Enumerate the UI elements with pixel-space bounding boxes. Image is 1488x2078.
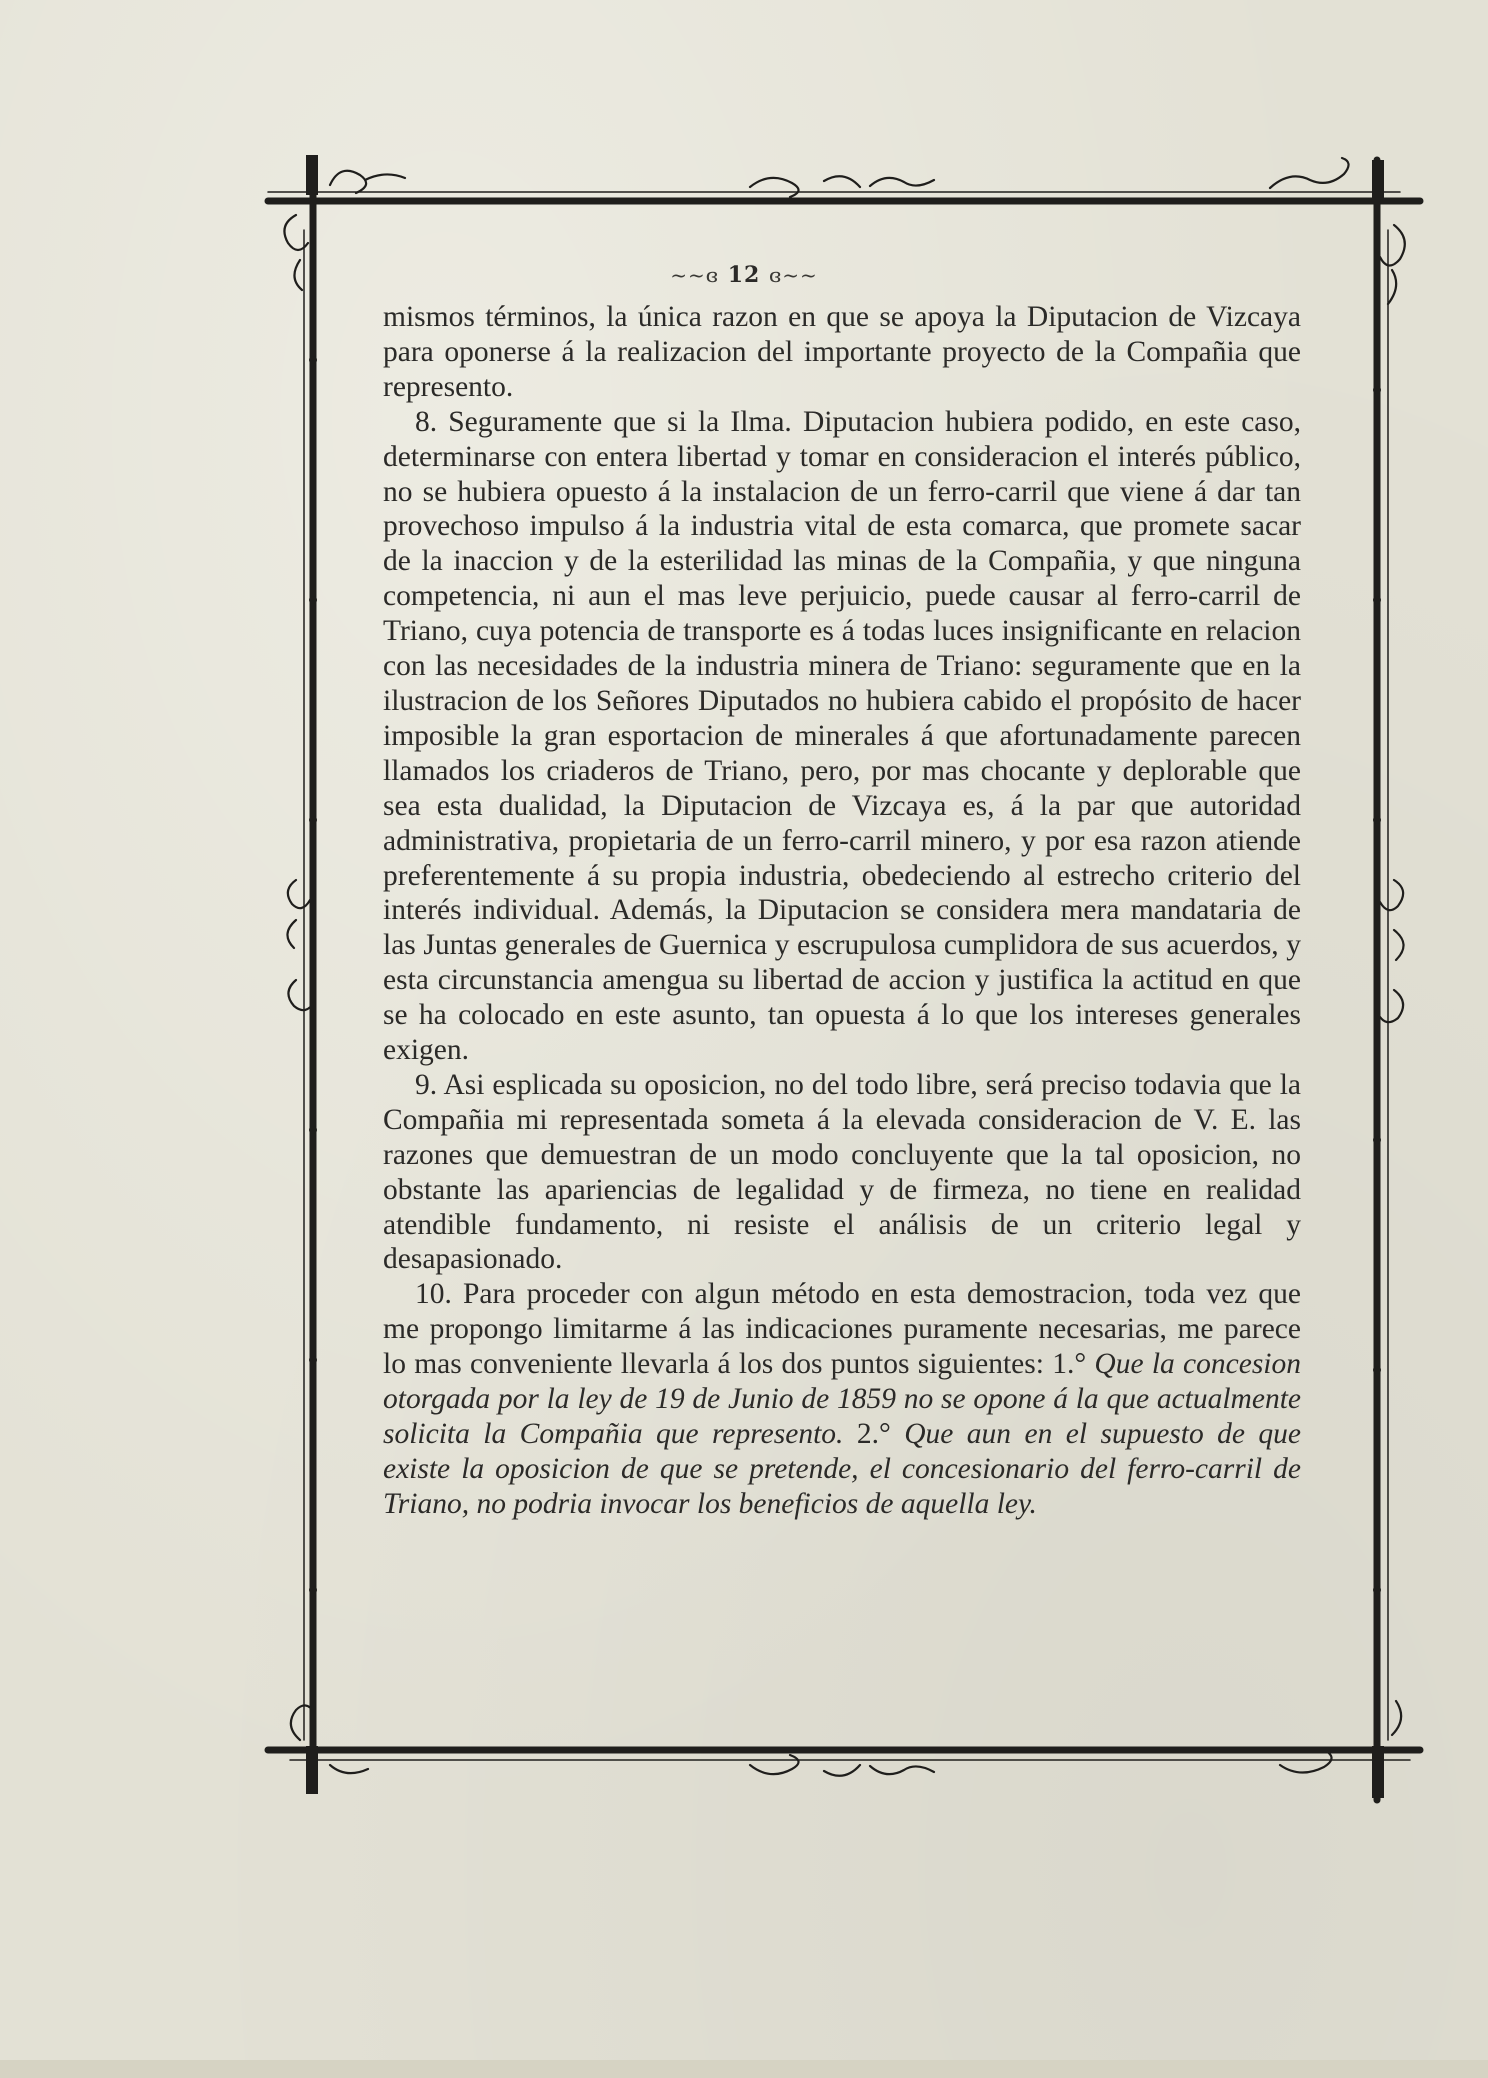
paragraph-continuation: mismos términos, la única razon en que se apoya la Diputacion de Vizcaya para oponerse á la realizacion del importante proyecto de la Compañia que represento. xyxy=(383,301,1301,403)
paragraph-10-point-2: Que aun en el supuesto de que existe la oposicion de que se pretende, el concesionario del ferro-carril de Triano, no podria invocar los beneficios de aquella ley. xyxy=(383,1418,1302,1520)
paragraph-9: 9. Asi esplicada su oposicion, no del todo libre, será preciso todavia que la Compañia mi representada someta á la elevada consideracion de V. E. las razones que demuestran de un modo concluyente que la tal oposicion, no obstante las apariencias de legalidad y de firmeza, no tiene en realidad atendible fundamento, ni resiste el análisis de un criterio legal y desapasionado. xyxy=(383,1068,1301,1276)
page-number: 12 xyxy=(727,262,761,288)
paragraph-10-text: 10. Para proceder con algun método en esta demostracion, toda vez que me propongo limitarme á las indicaciones puramente necesarias, me parece lo mas conveniente llevarla á los dos puntos siguientes: 1.° xyxy=(383,1278,1301,1381)
paragraph-8: 8. Seguramente que si la Ilma. Diputacion hubiera podido, en este caso, determinarse con entera libertad y tomar en consideracion el interés público, no se hubiera opuesto á la instalacion de un ferro-carril que viene á dar tan provechoso impulso á la industria vital de esta comarca, que promete sacar de la inaccion y de la esterilidad las minas de la Compañia, y que ninguna competencia, ni aun el mas leve perjuicio, puede causar al ferro-carril de Triano, cuya potencia de transporte es á todas luces insignificante en relacion con las necesidades de la industria minera de Triano: seguramente que en la ilustracion de los Señores Diputados no hubiera cabido el propósito de hacer imposible la gran esportacion de minerales á que afortunadamente parecen llamados los criaderos de Triano, pero, por mas chocante y deplorable que sea esta dualidad, la Diputacion de Vizcaya es, á la par que autoridad administrativa, propietaria de un ferro-carril minero, y por esa razon atiende preferentemente á su propia industria, obedeciendo al estrecho criterio del interés individual. Además, la Diputacion se considera mera mandataria de las Juntas generales de Guernica y escrupulosa cumplidora de sus acuerdos, y esta circunstancia amengua su libertad de accion y justifica la actitud en que se ha colocado en este asunto, tan opuesta á lo que los intereses generales exigen. xyxy=(383,405,1301,1067)
body-text xyxy=(383,300,1301,1522)
paragraph-10-ordinal-2: 2.° xyxy=(856,1418,891,1450)
page-header xyxy=(0,262,1488,288)
paragraph-10 xyxy=(383,1277,1301,1521)
paragraph-10-point-1: Que la concesion otorgada por la ley de 19 de Junio de 1859 no se opone á la que actualmente solicita la Compañia que represento. xyxy=(383,1348,1301,1450)
header-ornament-right: ɞ~~ xyxy=(768,263,818,287)
header-ornament-left: ~~ɞ xyxy=(670,263,720,287)
